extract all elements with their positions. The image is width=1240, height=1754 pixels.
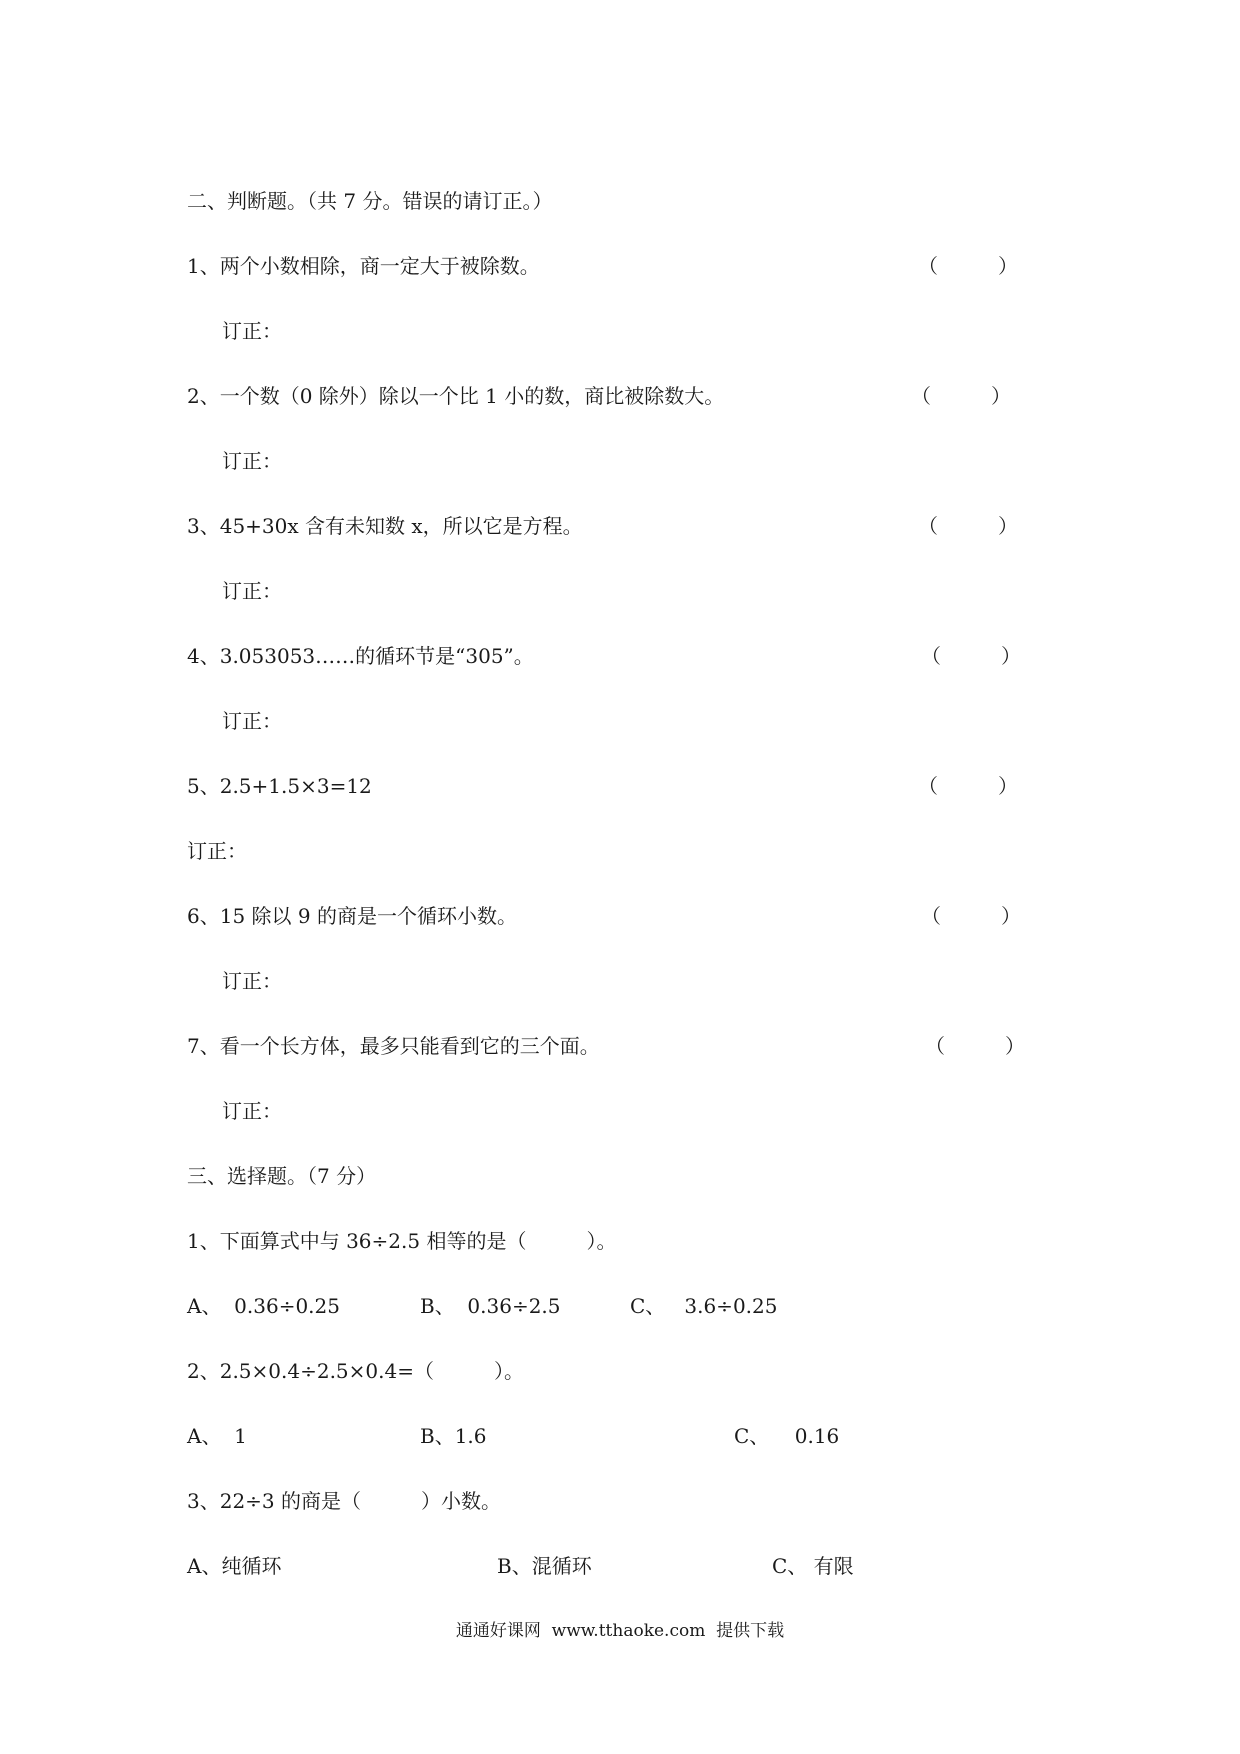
correction-label-6: 订正： — [222, 969, 282, 993]
section-heading-choice: 三、选择题。（7 分） — [187, 1164, 377, 1188]
answer-box-1[interactable]: （ ） — [918, 254, 1018, 278]
choice-3-option-c[interactable]: C、 有限 — [772, 1554, 854, 1578]
judgment-question-2: 2、一个数（0 除外）除以一个比 1 小的数，商比被除数大。 — [187, 384, 725, 408]
correction-label-2: 订正： — [222, 449, 282, 473]
choice-3-option-a[interactable]: A、纯循环 — [187, 1554, 282, 1578]
judgment-question-5: 5、2.5+1.5×3=12 — [187, 774, 372, 798]
correction-label-1: 订正： — [222, 319, 282, 343]
answer-box-6[interactable]: （ ） — [921, 904, 1021, 928]
answer-box-3[interactable]: （ ） — [918, 514, 1018, 538]
correction-label-5: 订正： — [187, 839, 247, 863]
answer-box-4[interactable]: （ ） — [921, 644, 1021, 668]
choice-question-2: 2、2.5×0.4÷2.5×0.4=（ ）。 — [187, 1359, 524, 1383]
choice-question-3: 3、22÷3 的商是（ ）小数。 — [187, 1489, 502, 1513]
judgment-question-6: 6、15 除以 9 的商是一个循环小数。 — [187, 904, 517, 928]
answer-box-5[interactable]: （ ） — [918, 774, 1018, 798]
judgment-question-7: 7、看一个长方体，最多只能看到它的三个面。 — [187, 1034, 600, 1058]
answer-box-7[interactable]: （ ） — [925, 1034, 1025, 1058]
section-heading-judgment: 二、判断题。（共 7 分。错误的请订正。） — [187, 189, 553, 213]
choice-1-option-c[interactable]: C、 3.6÷0.25 — [630, 1294, 778, 1318]
choice-question-1: 1、下面算式中与 36÷2.5 相等的是（ ）。 — [187, 1229, 617, 1253]
choice-2-option-c[interactable]: C、 0.16 — [734, 1424, 840, 1448]
judgment-question-4: 4、3.053053……的循环节是“305”。 — [187, 644, 534, 668]
choice-2-option-b[interactable]: B、1.6 — [420, 1424, 487, 1448]
choice-1-option-b[interactable]: B、 0.36÷2.5 — [420, 1294, 561, 1318]
footer-source: 通通好课网 www.tthaoke.com 提供下载 — [455, 1621, 785, 1641]
choice-3-option-b[interactable]: B、混循环 — [497, 1554, 592, 1578]
judgment-question-1: 1、两个小数相除，商一定大于被除数。 — [187, 254, 540, 278]
choice-2-option-a[interactable]: A、 1 — [187, 1424, 247, 1448]
choice-1-option-a[interactable]: A、 0.36÷0.25 — [187, 1294, 340, 1318]
answer-box-2[interactable]: （ ） — [911, 384, 1011, 408]
correction-label-4: 订正： — [222, 709, 282, 733]
judgment-question-3: 3、45+30x 含有未知数 x，所以它是方程。 — [187, 514, 583, 538]
correction-label-7: 订正： — [222, 1099, 282, 1123]
correction-label-3: 订正： — [222, 579, 282, 603]
